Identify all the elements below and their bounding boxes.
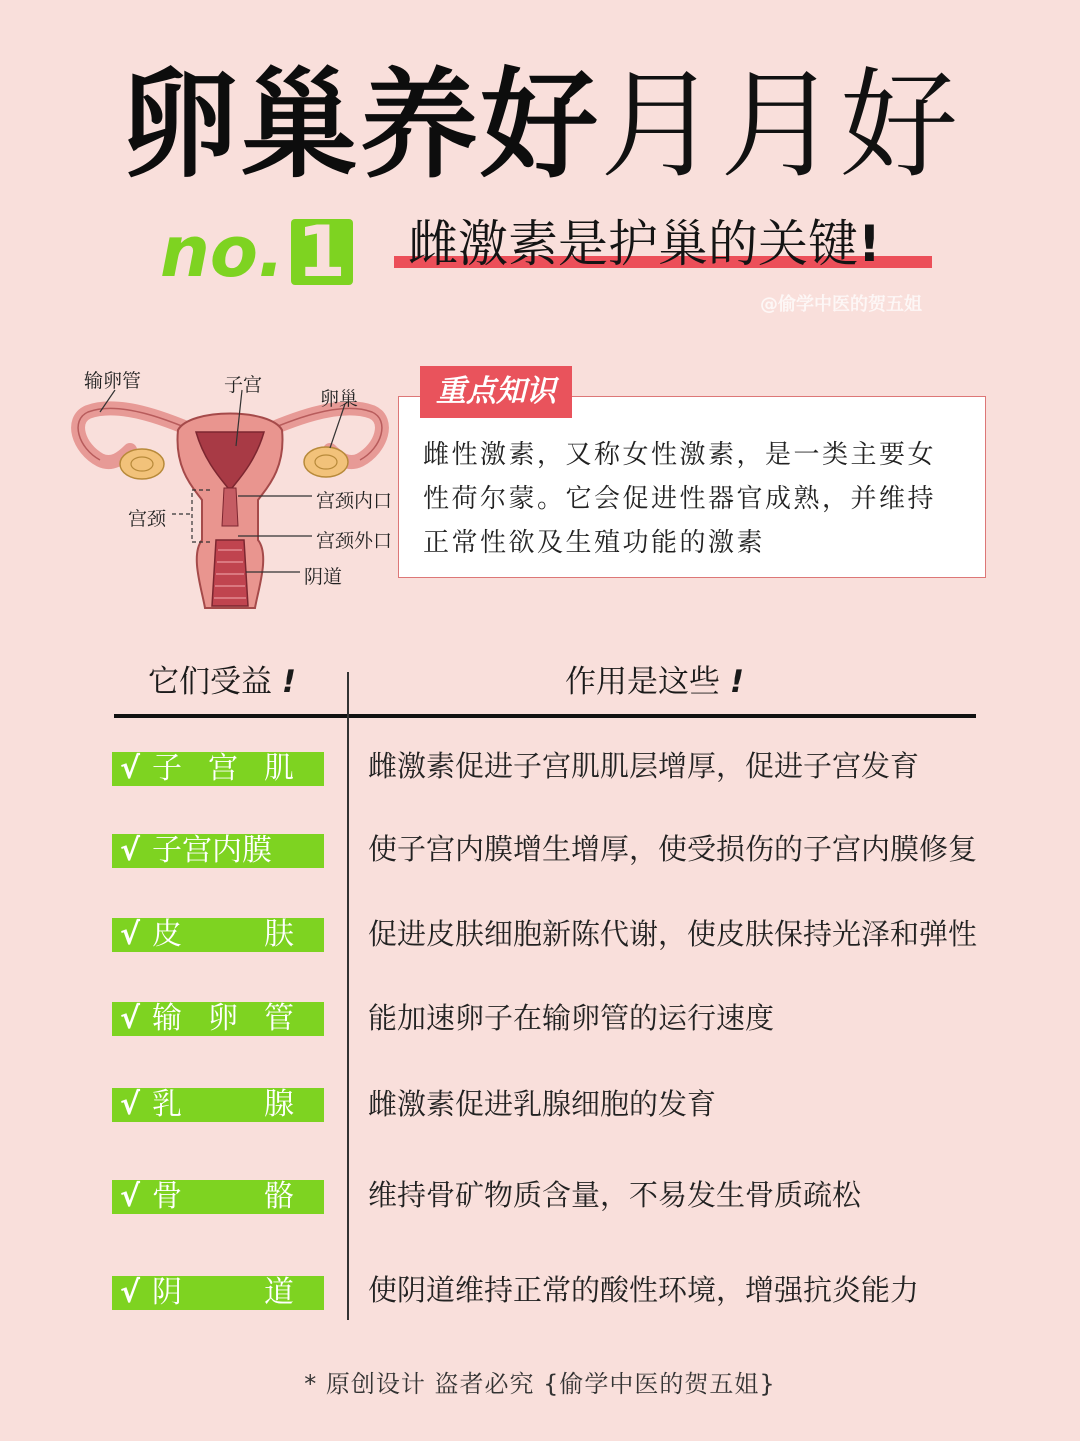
benefit-label: [152, 1180, 294, 1214]
check-icon: √: [120, 1275, 141, 1310]
benefit-tag: [112, 1276, 324, 1310]
benefit-label-part: 乳: [152, 1087, 182, 1122]
benefit-tag: [112, 1002, 324, 1036]
benefit-label-part: 腺: [264, 1087, 294, 1122]
benefit-label-part: 管: [264, 1001, 294, 1036]
benefit-label-part: 肌: [264, 751, 294, 786]
col2-label: 作用是这些: [565, 664, 720, 700]
footer-copyright: * 原创设计 盗者必究 {偷学中医的贺五姐}: [304, 1370, 776, 1398]
benefit-label-part: 骼: [264, 1179, 294, 1214]
check-icon: √: [120, 917, 141, 952]
number-badge: [160, 212, 353, 292]
benefit-description: 使子宫内膜增生增厚，使受损伤的子宫内膜修复: [368, 832, 978, 866]
benefit-label: [152, 1002, 294, 1036]
benefit-tag: [112, 918, 324, 952]
col1-label: 它们受益: [148, 664, 272, 700]
benefit-label: [152, 1088, 294, 1122]
col2-mark: !: [729, 664, 744, 700]
benefit-label: [152, 834, 294, 868]
knowledge-text: 雌性激素，又称女性激素，是一类主要女性荷尔蒙。它会促进性器官成熟，并维持正常性欲及生殖功能的激素: [423, 440, 937, 558]
benefit-label: [152, 1276, 294, 1310]
label-uterus: 子宫: [224, 374, 263, 396]
benefit-label-part: 卵: [208, 1001, 238, 1036]
benefit-label: [152, 752, 294, 786]
check-icon: √: [120, 1179, 141, 1214]
column-header-beneficiaries: [148, 660, 296, 704]
benefit-label-part: 子: [152, 751, 182, 786]
benefit-description: 维持骨矿物质含量，不易发生骨质疏松: [368, 1178, 862, 1212]
badge-text: no.: [160, 211, 285, 293]
benefit-label-part: 皮: [152, 917, 182, 952]
benefit-tag: [112, 752, 324, 786]
label-external-os: 宫颈外口: [316, 530, 393, 552]
benefit-description: 使阴道维持正常的酸性环境，增强抗炎能力: [368, 1273, 920, 1307]
subtitle-block: [394, 214, 934, 284]
subtitle-text: 雌激素是护巢的关键: [408, 215, 858, 273]
label-cervix: 宫颈: [128, 508, 167, 530]
benefit-label-part: 肤: [264, 917, 294, 952]
col1-mark: !: [281, 664, 296, 700]
subtitle-mark: !: [858, 215, 881, 273]
benefit-label-part: 道: [264, 1275, 294, 1310]
badge-number: 1: [291, 219, 353, 285]
check-icon: √: [120, 1087, 141, 1122]
benefit-description: 雌激素促进子宫肌肌层增厚，促进子宫发育: [368, 749, 920, 783]
column-header-effects: [565, 660, 744, 704]
benefit-tag: [112, 1088, 324, 1122]
benefit-label-part: 阴: [152, 1275, 182, 1310]
benefit-description: 雌激素促进乳腺细胞的发育: [368, 1087, 717, 1121]
page-title: [0, 50, 1080, 200]
label-internal-os: 宫颈内口: [316, 490, 393, 512]
label-vagina: 阴道: [304, 566, 343, 588]
check-icon: √: [120, 1001, 141, 1036]
check-icon: √: [120, 833, 141, 868]
table-column-divider: [347, 672, 349, 1320]
benefit-label-part: 宫: [208, 751, 238, 786]
subtitle: [408, 214, 881, 274]
benefit-tag: [112, 834, 324, 868]
benefit-label-part: 子宫内膜: [152, 833, 272, 868]
title-bold: 卵巢养好: [119, 56, 600, 194]
uterus-diagram: [60, 350, 400, 620]
benefit-description: 能加速卵子在输卵管的运行速度: [368, 1001, 775, 1035]
check-icon: √: [120, 751, 141, 786]
benefit-label: [152, 918, 294, 952]
table-header-divider: [114, 714, 976, 718]
watermark: @偷学中医的贺五姐: [760, 294, 922, 315]
title-thin: 月月好: [600, 56, 961, 194]
benefit-label-part: 输: [152, 1001, 182, 1036]
label-fallopian-tube: 输卵管: [84, 370, 142, 392]
knowledge-tag: 重点知识: [420, 366, 572, 418]
benefit-tag: [112, 1180, 324, 1214]
benefit-description: 促进皮肤细胞新陈代谢，使皮肤保持光泽和弹性: [368, 917, 978, 951]
knowledge-box: [398, 396, 986, 578]
label-ovary: 卵巢: [320, 388, 359, 410]
benefit-label-part: 骨: [152, 1179, 182, 1214]
